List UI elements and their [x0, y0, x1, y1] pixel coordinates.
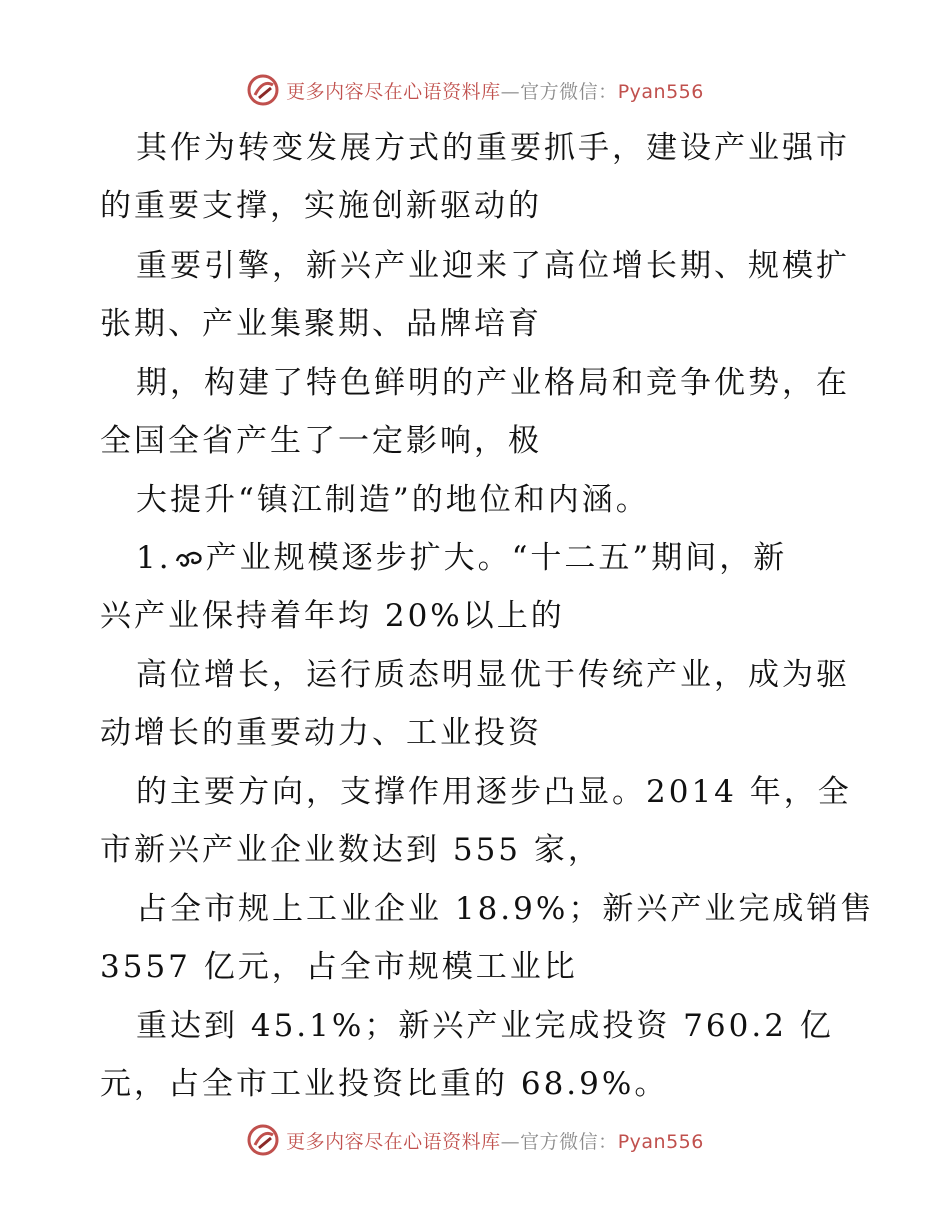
- watermark-wechat-id: Pyan556: [617, 80, 704, 103]
- paragraph-line: 元，占全市工业投资比重的 68.9%。: [100, 1066, 669, 1102]
- paragraph-line: 张期、产业集聚期、品牌培育: [100, 306, 542, 342]
- paragraph-line: 全国全省产生了一定影响，极: [100, 423, 542, 459]
- paragraph-line: 高位增长，运行质态明显优于传统产业，成为驱: [136, 657, 850, 693]
- watermark-dash: —: [500, 80, 521, 103]
- footer-watermark: [0, 1120, 950, 1160]
- paragraph-line: 兴产业保持着年均 20%以上的: [100, 598, 565, 634]
- paragraph-line: 市新兴产业企业数达到 555 家，: [100, 832, 602, 868]
- heading-text: 产业规模逐步扩大。“十二五”期间，新: [205, 540, 788, 576]
- paragraph-line: 重要引擎，新兴产业迎来了高位增长期、规模扩: [136, 248, 850, 284]
- list-number: 1.: [136, 540, 172, 576]
- paragraph-line: 大提升“镇江制造”的地位和内涵。: [136, 482, 650, 518]
- watermark-wechat-label: 官方微信：: [520, 1130, 618, 1153]
- paragraph-line: 占全市规上工业企业 18.9%；新兴产业完成销售: [136, 891, 875, 927]
- paragraph-line: 的主要方向，支撑作用逐步凸显。2014 年，全: [136, 774, 852, 810]
- paragraph-line: 重达到 45.1%；新兴产业完成投资 760.2 亿: [136, 1008, 834, 1044]
- watermark-wechat-label: 官方微信：: [520, 80, 618, 103]
- watermark-logo-icon: [246, 1123, 280, 1157]
- paragraph-line: 期，构建了特色鲜明的产业格局和竞争优势，在: [136, 365, 850, 401]
- paragraph-line: 其作为转变发展方式的重要抓手，建设产业强市: [136, 130, 850, 166]
- paragraph-line: 3557 亿元，占全市规模工业比: [100, 949, 578, 985]
- watermark-main-text: 更多内容尽在心语资料库: [286, 1130, 501, 1153]
- paragraph-line: 动增长的重要动力、工业投资: [100, 715, 542, 751]
- watermark-wechat-id: Pyan556: [617, 1130, 704, 1153]
- watermark-main-text: 更多内容尽在心语资料库: [286, 80, 501, 103]
- ornament-bullet-icon: [174, 547, 204, 571]
- numbered-heading-line: [136, 538, 787, 578]
- watermark-dash: —: [500, 1130, 521, 1153]
- watermark-logo-icon: [246, 73, 280, 107]
- paragraph-line: 的重要支撑，实施创新驱动的: [100, 188, 542, 224]
- header-watermark: [0, 70, 950, 110]
